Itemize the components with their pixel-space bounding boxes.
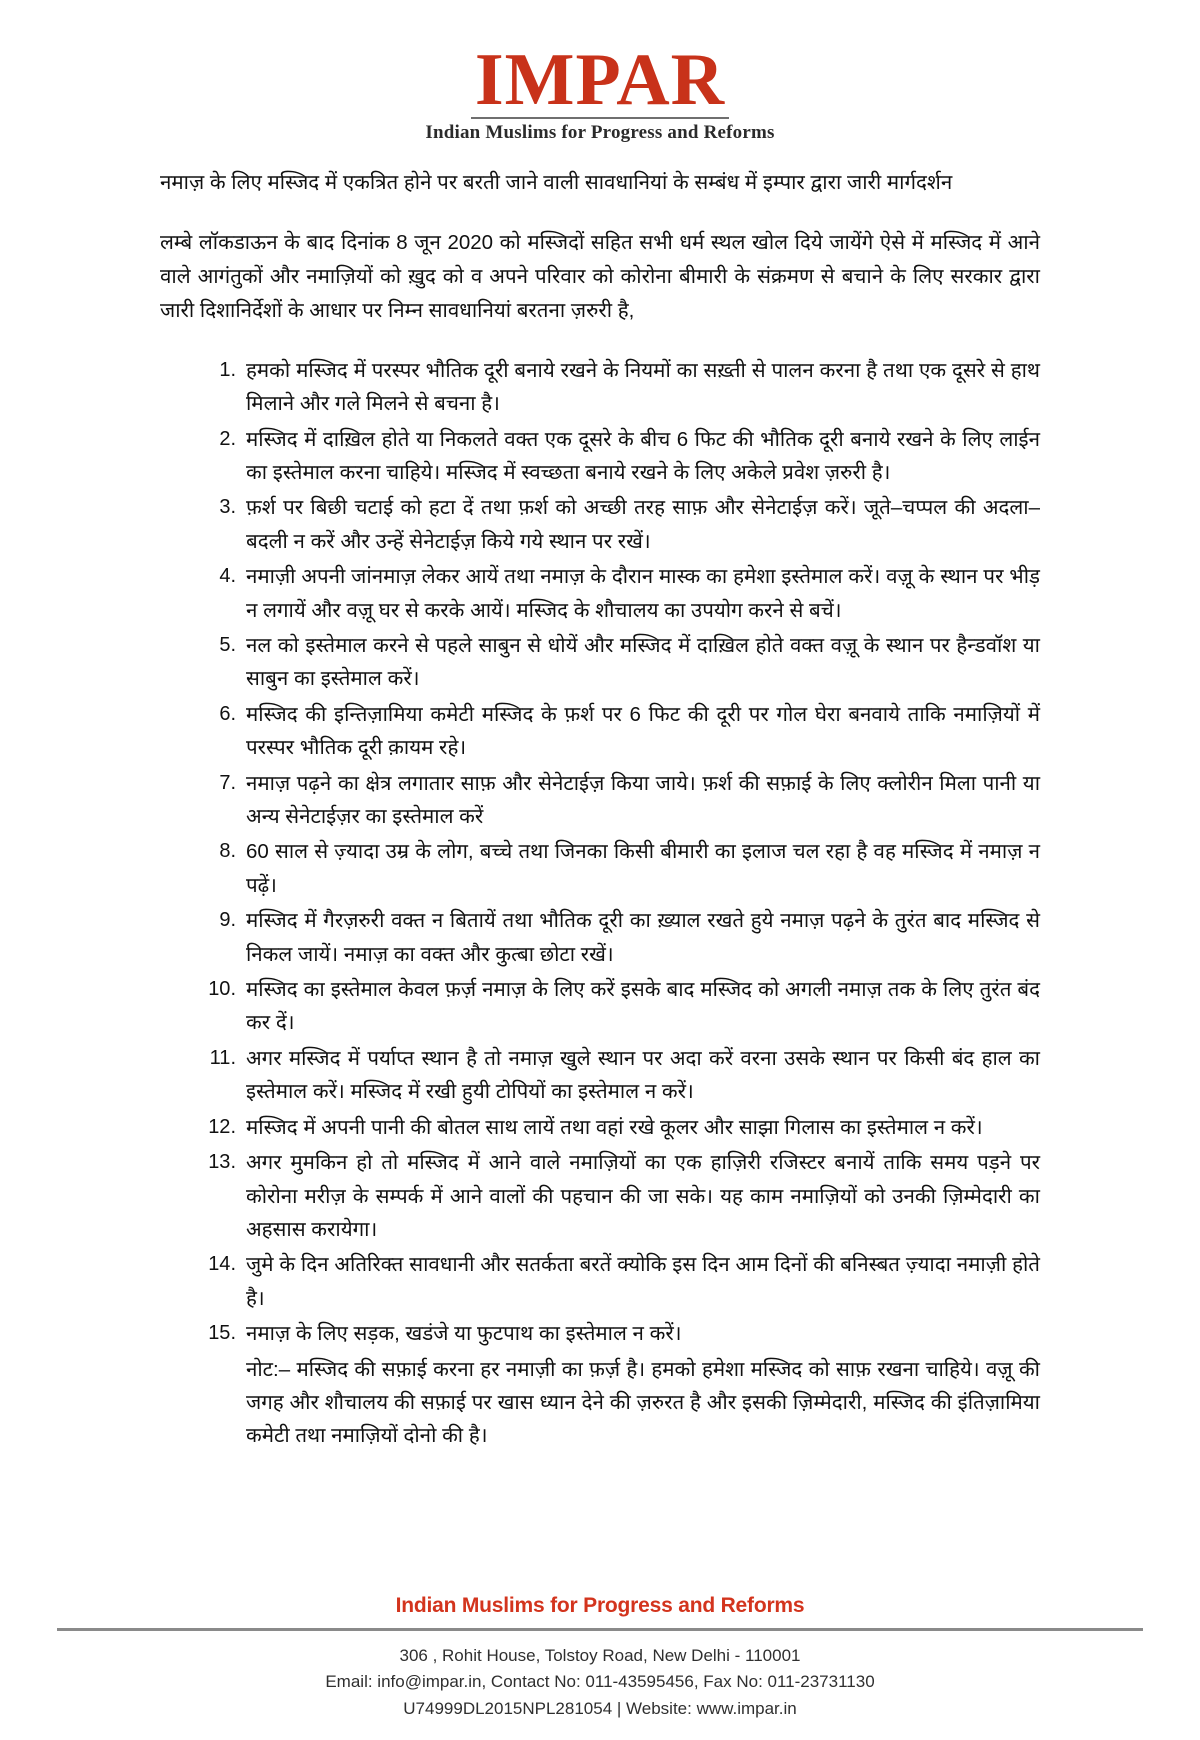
document-footer bbox=[0, 1594, 1200, 1722]
document-content bbox=[160, 144, 1040, 1453]
footer-contact-block bbox=[0, 1643, 1200, 1722]
footer-address: 306 , Rohit House, Tolstoy Road, New Delhi - 110001 bbox=[399, 1645, 801, 1665]
footer-divider bbox=[57, 1628, 1143, 1631]
list-item: मस्जिद में दाख़िल होते या निकलते वक्त एक दूसरे के बीच 6 फिट की भौतिक दूरी बनाये रखने के लिए लाईन का इस्तेमाल करना चाहिये। मस्जिद में स्वच्छता बनाये रखने के लिए अकेले प्रवेश ज़रुरी है। bbox=[246, 427, 1040, 484]
list-item: हमको मस्जिद में परस्पर भौतिक दूरी बनाये रखने के नियमों का सख़्ती से पालन करना है तथा एक दूसरे से हाथ मिलाने और गले मिलने से बचना है। bbox=[246, 358, 1040, 416]
list-item: मस्जिद में गैरज़रुरी वक्त न बितायें तथा भौतिक दूरी का ख़्याल रखते हुये नमाज़ पढ़ने के तुरंत बाद मस्जिद से निकल जायें। नमाज़ का वक्त और कुत्बा छोटा रखें। bbox=[246, 909, 1040, 966]
list-item: नमाज़ के लिए सड़क, खडंजे या फुटपाथ का इस्तेमाल न करें। bbox=[246, 1322, 682, 1346]
footer-brand: Indian Muslims for Progress and Reforms bbox=[395, 1593, 805, 1617]
document-header bbox=[0, 0, 1200, 144]
list-item: मस्जिद का इस्तेमाल केवल फ़र्ज़ नमाज़ के लिए करें इसके बाद मस्जिद को अगली नमाज़ तक के लिए तुरंत बंद कर दें। bbox=[246, 978, 1040, 1035]
list-item: मस्जिद में अपनी पानी की बोतल साथ लायें तथा वहां रखे कूलर और साझा गिलास का इस्तेमाल न करें। bbox=[246, 1115, 983, 1139]
closing-note: नोट:– मस्जिद की सफ़ाई करना हर नमाज़ी का फ़र्ज़ है। हमको हमेशा मस्जिद को साफ़ रखना चाहिये। वज़ू की जगह और शौचालय की सफ़ाई पर खास ध्यान देने की ज़रुरत है और इसकी ज़िम्मेदारी, मस्जिद की इंतिज़ामिया कमेटी तथा नमाज़ियों दोनो की है। bbox=[246, 1357, 1040, 1448]
page-title: नमाज़ के लिए मस्जिद में एकत्रित होने पर बरती जाने वाली सावधानियां के सम्बंध में इम्पार द्वारा जारी मार्गदर्शन bbox=[160, 170, 953, 194]
guidelines-list bbox=[160, 354, 1040, 1351]
list-item: नमाज़ी अपनी जांनमाज़ लेकर आयें तथा नमाज़ के दौरान मास्क का हमेशा इस्तेमाल करें। वज़ू के स्थान पर भीड़ न लगायें और वज़ू घर से करके आयें। मस्जिद के शौचालय का उपयोग करने से बचें। bbox=[246, 565, 1040, 622]
list-item: जुमे के दिन अतिरिक्त सावधानी और सतर्कता बरतें क्योकि इस दिन आम दिनों की बनिस्बत ज़्यादा नमाज़ी होते है। bbox=[246, 1253, 1040, 1310]
list-item: नमाज़ पढ़ने का क्षेत्र लगातार साफ़ और सेनेटाईज़ किया जाये। फ़र्श की सफ़ाई के लिए क्लोरीन मिला पानी या अन्य सेनेटाईज़र का इस्तेमाल करें bbox=[246, 771, 1040, 829]
list-item: नल को इस्तेमाल करने से पहले साबुन से धोयें और मस्जिद में दाख़िल होते वक्त वज़ू के स्थान पर हैन्डवॉश या साबुन का इस्तेमाल करें। bbox=[246, 634, 1040, 691]
list-item: फ़र्श पर बिछी चटाई को हटा दें तथा फ़र्श को अच्छी तरह साफ़ और सेनेटाईज़ करें। जूते–चप्पल की अदला–बदली न करें और उन्हें सेनेटाईज़ किये गये स्थान पर रखें। bbox=[246, 496, 1040, 553]
list-item: अगर मस्जिद में पर्याप्त स्थान है तो नमाज़ खुले स्थान पर अदा करें वरना उसके स्थान पर किसी बंद हाल का इस्तेमाल करें। मस्जिद में रखी हुयी टोपियों का इस्तेमाल न करें। bbox=[246, 1046, 1040, 1104]
list-item: 60 साल से ज़्यादा उम्र के लोग, बच्चे तथा जिनका किसी बीमारी का इलाज चल रहा है वह मस्जिद में नमाज़ न पढ़ें। bbox=[246, 840, 1040, 897]
intro-paragraph: लम्बे लॉकडाऊन के बाद दिनांक 8 जून 2020 को मस्जिदों सहित सभी धर्म स्थल खोल दिये जायेंगे ऐसे में मस्जिद में आने वाले आगंतुकों और नमाज़ियों को ख़ुद को व अपने परिवार को कोरोना बीमारी के संक्रमण से बचाने के लिए सरकार द्वारा जारी दिशानिर्देशों के आधार पर निम्न सावधानियां बरतना ज़रुरी है, bbox=[160, 230, 1040, 322]
list-item: मस्जिद की इन्तिज़ामिया कमेटी मस्जिद के फ़र्श पर 6 फिट की दूरी पर गोल घेरा बनवाये ताकि नमाज़ियों में परस्पर भौतिक दूरी क़ायम रहे। bbox=[246, 702, 1040, 760]
impar-logo-wordmark: IMPAR bbox=[471, 44, 729, 119]
list-item: अगर मुमकिन हो तो मस्जिद में आने वाले नमाज़ियों का एक हाज़िरी रजिस्टर बनायें ताकि समय पड़ने पर कोरोना मरीज़ के सम्पर्क में आने वालों की पहचान की जा सके। यह काम नमाज़ियों को उनकी ज़िम्मेदारी का अहसास करायेगा। bbox=[246, 1151, 1040, 1241]
impar-logo-tagline: Indian Muslims for Progress and Reforms bbox=[425, 121, 775, 143]
footer-contact: Email: info@impar.in, Contact No: 011-43595456, Fax No: 011-23731130 bbox=[325, 1672, 875, 1692]
footer-registration: U74999DL2015NPL281054 | Website: www.impar.in bbox=[403, 1698, 797, 1718]
